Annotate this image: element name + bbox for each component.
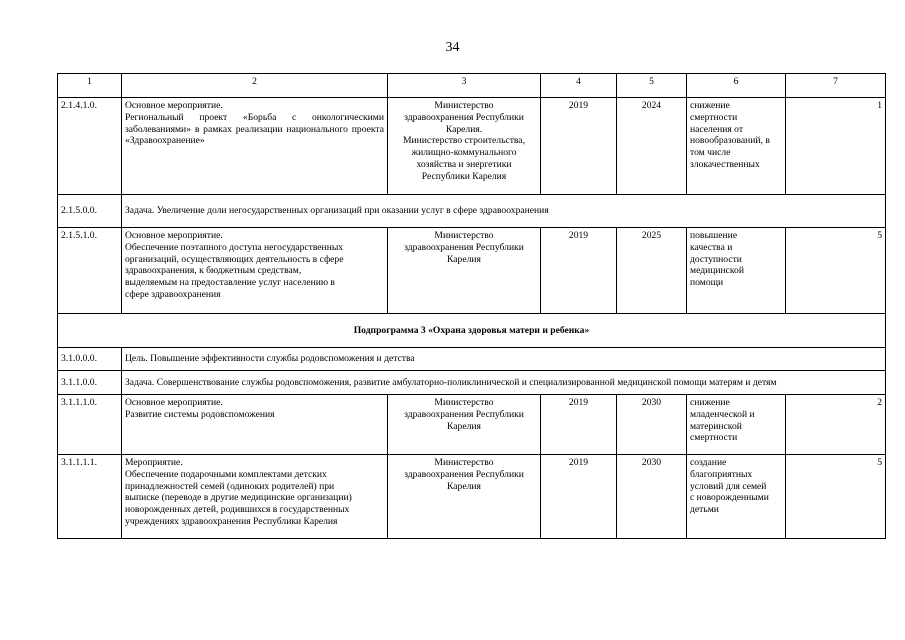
subprogram-title: Подпрограмма 3 «Охрана здоровья матери и ребенка» xyxy=(58,314,886,348)
result-line: злокачественных xyxy=(690,158,760,170)
row-end-year: 2024 xyxy=(617,98,687,195)
row-code: 3.1.1.1.0. xyxy=(58,395,122,455)
result-line: повышение xyxy=(690,230,738,241)
description-line: здравоохранения, к бюджетным средствам, xyxy=(125,265,302,277)
page-number: 34 xyxy=(445,40,460,55)
description-line: учреждениях здравоохранения Республики Карелия xyxy=(125,515,338,527)
result-line: медицинской xyxy=(690,265,744,277)
task-text: Задача. Увеличение доли негосударственных организаций при оказании услуг в сфере здравоохранения xyxy=(122,195,886,228)
executor-line: Министерство строительства, xyxy=(403,135,525,147)
table-row xyxy=(58,98,886,195)
table-row xyxy=(58,195,886,228)
executor-line: Карелия. xyxy=(445,123,483,135)
row-indicator: 2 xyxy=(786,395,886,455)
executor-line: здравоохранения Республики xyxy=(404,468,524,480)
description-line: Региональный проект «Борьба с онкологическими заболеваниями» в рамках реализации национального проекта «Здравоохранение» xyxy=(125,111,384,147)
row-result xyxy=(687,395,786,455)
column-header: 2 xyxy=(122,74,388,98)
result-line: смертности xyxy=(690,432,738,444)
row-executor xyxy=(388,98,541,195)
result-line: снижение xyxy=(690,397,730,408)
program-activities-table xyxy=(57,73,886,539)
result-line: условий для семей xyxy=(690,480,767,492)
row-code: 2.1.5.0.0. xyxy=(58,195,122,228)
result-line: помощи xyxy=(690,277,724,289)
description-line: Развитие системы родовспоможения xyxy=(125,408,275,420)
executor-line: Министерство xyxy=(434,397,494,408)
table-row xyxy=(58,371,886,395)
executor-line: Министерство xyxy=(434,457,494,468)
row-result xyxy=(687,98,786,195)
row-result xyxy=(687,228,786,314)
row-indicator: 5 xyxy=(786,228,886,314)
row-description xyxy=(122,395,388,455)
executor-line: Карелия xyxy=(447,480,481,492)
column-header: 1 xyxy=(58,74,122,98)
row-start-year: 2019 xyxy=(541,395,617,455)
description-line: новорожденных детей, родившихся в государственных xyxy=(125,504,350,516)
result-line: качества и xyxy=(690,241,733,253)
result-line: младенческой и xyxy=(690,408,755,420)
result-line: смертности xyxy=(690,111,738,123)
row-end-year: 2030 xyxy=(617,455,687,539)
row-end-year: 2030 xyxy=(617,395,687,455)
result-line: доступности xyxy=(690,253,742,265)
executor-line: хозяйства и энергетики xyxy=(416,158,512,170)
description-line: сфере здравоохранения xyxy=(125,288,221,300)
table-row xyxy=(58,455,886,539)
row-code: 2.1.4.1.0. xyxy=(58,98,122,195)
executor-line: Министерство xyxy=(434,100,494,111)
column-header: 7 xyxy=(786,74,886,98)
description-line: организаций, осуществляющих деятельность в сфере xyxy=(125,253,344,265)
goal-text: Цель. Повышение эффективности службы родовспоможения и детства xyxy=(122,348,886,371)
row-executor xyxy=(388,395,541,455)
table-row xyxy=(58,348,886,371)
result-line: снижение xyxy=(690,100,730,111)
executor-line: Карелия xyxy=(447,253,481,265)
description-line: Обеспечение подарочными комплектами детских xyxy=(125,468,327,480)
row-description xyxy=(122,455,388,539)
description-line: Основное мероприятие. xyxy=(125,397,223,408)
description-line: Основное мероприятие. xyxy=(125,100,223,111)
executor-line: здравоохранения Республики xyxy=(404,111,524,123)
row-indicator: 5 xyxy=(786,455,886,539)
table-row xyxy=(58,395,886,455)
row-start-year: 2019 xyxy=(541,455,617,539)
row-executor xyxy=(388,455,541,539)
result-line: детьми xyxy=(690,504,719,516)
row-indicator: 1 xyxy=(786,98,886,195)
result-line: материнской xyxy=(690,420,742,432)
row-description xyxy=(122,228,388,314)
result-line: с новорожденными xyxy=(690,492,769,504)
result-line: благоприятных xyxy=(690,468,753,480)
executor-line: Карелия xyxy=(447,420,481,432)
row-description xyxy=(122,98,388,195)
row-executor xyxy=(388,228,541,314)
result-line: создание xyxy=(690,457,727,468)
description-line: выделяемым на предоставление услуг населению в xyxy=(125,277,335,289)
row-start-year: 2019 xyxy=(541,98,617,195)
description-line: Обеспечение поэтапного доступа негосударственных xyxy=(125,241,344,253)
task-text: Задача. Совершенствование службы родовспоможения, развитие амбулаторно-поликлинической и специализированной медицинской помощи матерям и детям xyxy=(122,371,886,395)
row-end-year: 2025 xyxy=(617,228,687,314)
result-line: населения от xyxy=(690,123,744,135)
column-number-row xyxy=(58,74,886,98)
row-code: 3.1.1.1.1. xyxy=(58,455,122,539)
column-header: 5 xyxy=(617,74,687,98)
row-result xyxy=(687,455,786,539)
row-code: 3.1.0.0.0. xyxy=(58,348,122,371)
row-code: 2.1.5.1.0. xyxy=(58,228,122,314)
executor-line: здравоохранения Республики xyxy=(404,408,524,420)
column-header: 4 xyxy=(541,74,617,98)
description-line: принадлежностей семей (одиноких родителей) при xyxy=(125,480,335,492)
description-line: Основное мероприятие. xyxy=(125,230,223,241)
executor-line: жилищно-коммунального xyxy=(411,147,517,159)
executor-line: Республики Карелия xyxy=(421,170,507,182)
column-header: 6 xyxy=(687,74,786,98)
description-line: Мероприятие. xyxy=(125,457,183,468)
executor-line: здравоохранения Республики xyxy=(404,241,524,253)
table-row xyxy=(58,314,886,348)
result-line: том числе xyxy=(690,147,731,159)
row-code: 3.1.1.0.0. xyxy=(58,371,122,395)
description-line: выписке (переводе в другие медицинские организации) xyxy=(125,492,352,504)
result-line: новообразований, в xyxy=(690,135,770,147)
column-header: 3 xyxy=(388,74,541,98)
executor-line: Министерство xyxy=(434,230,494,241)
table-row xyxy=(58,228,886,314)
row-start-year: 2019 xyxy=(541,228,617,314)
